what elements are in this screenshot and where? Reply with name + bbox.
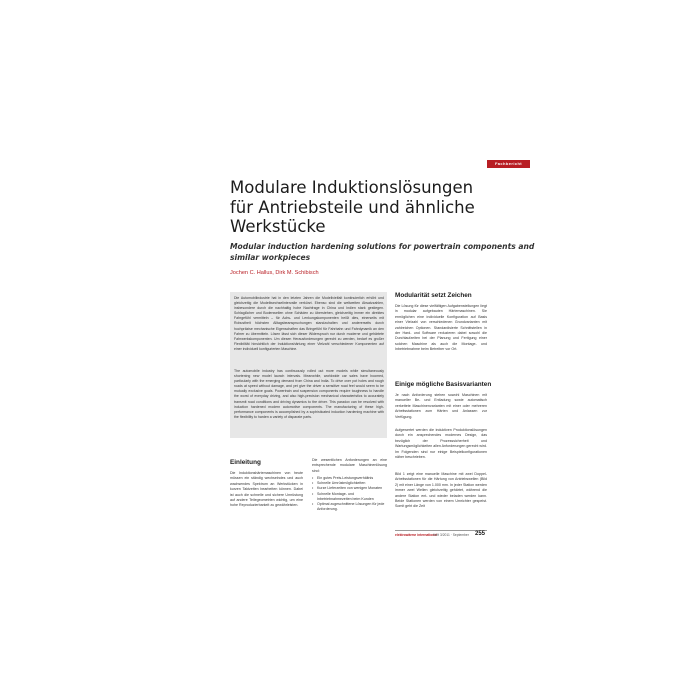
title-line: für Antriebsteile und ähnliche	[230, 197, 475, 217]
title-line: Modulare Induktionslösungen	[230, 178, 474, 197]
article-subtitle	[230, 242, 535, 263]
subtitle-line: Modular induction hardening solutions for powertrain components and	[230, 242, 535, 251]
article-title	[230, 178, 530, 237]
list-item: • Kurze Lieferzeiten von wenigen Monaten	[312, 486, 387, 491]
list-item: • Optimal zugeschnittene Lösungen für jede Anforderung.	[312, 502, 387, 512]
list-item: • Ein gutes Preis-Leistungsverhältnis	[312, 476, 387, 481]
basis-paragraph: Aufgewertet werden die induktiven Produktionslösungen durch ein ansprechendes modernes Design, das bezüglich der Prozesssicherheit und Wartungsmöglichkeiten allen Anforderungen gerecht wird. Im Folgenden sind nur einige Beispielkonfigurationen näher beschrieben.	[395, 428, 487, 460]
footer-journal-name: elektrowärme international	[395, 533, 437, 537]
list-item: • Schnelle Montage- und Inbetriebnahmezeiten beim Kunden	[312, 492, 387, 502]
abstract-german: Die Automobilindustrie hat in den letzten Jahren die Modellvielfalt kontinuierlich erhöht und gleichzeitig die Modellwechselintervalle verkürzt. Ebenso sind die weltweiten Absatzzahlen, insbesondere durch die nachhaltig hohe Nachfrage in China und Indien stark gestiegen. Schlaglöcher und Bodenwellen ohne Schäden zu überstehen, gleichzeitig immer ein direktes Fahrgefühl vermitteln – für Achs- und Lenkungskomponenten heißt dies, einerseits mit Robustheit höchsten Alltagsbeanspruchungen standzuhalten und andererseits durch hochpräzise mechanische Eigenschaften das Bringefühl für Fahrbahn und Fahrdynamik an den Fahrer zu übermitteln. Lösen lässt sich dieser Widerspruch nur durch moderne und gehärtete Fahrwerkskomponenten. Um diesen Herausforderungen gerecht zu werden, bedarf es großer Flexibilität hinsichtlich der Induktionshärtung einer Vielzahl verschiedener Komponenten auf einer individuell konfigurierten Maschine.	[234, 296, 384, 351]
heading-einleitung: Einleitung	[230, 459, 261, 466]
footer-issue: Heft 3/2011 · September	[433, 533, 469, 537]
modularitaet-text: Die Lösung für diese vielfältigen Aufgabenstellungen liegt in modular aufgebauten Härtemaschinen. Sie ermöglichen eine individuelle Konfiguration auf Basis einer Vielzahl von verschiedenen Grundvarianten mit zahlreichen Optionen. Standardisierte Schnittstellen in der Hard- und Software reduzieren dabei sowohl die Durchlaufzeiten bei der Planung und Fertigung einer solchen Maschine als auch die Montage- und Inbetriebnahme beim Betreiber vor Ort.	[395, 304, 487, 352]
abstract-english: The automobile industry has continuously rolled out more models while simultaneously shortening new model launch intervals. Meanwhile, worldwide car sales have boomed, particularly with the emerging demand from China and India. To drive over pot holes and rough roads at speed without damage, and yet give the driver a sensitive road feel would seem to be mutually exclusive goals. Powertrain and suspension components require toughness to handle the worst of everyday driving, and also high-precision mechanical characteristics to accurately transmit road conditions and driving dynamics to the driver. This paradox can be resolved with induction hardened modern automotive components. The manufacturing of these high-performance components is accomplished by a sophisticated induction hardening machine with the flexibility to harden a variety of disparate parts.	[234, 369, 384, 419]
heading-basisvarianten: Einige mögliche Basisvarianten	[395, 381, 492, 388]
section-tag: Fachbericht	[487, 160, 530, 168]
list-item: • Schnelle Umrüstmöglichkeiten	[312, 481, 387, 486]
subtitle-line: similar workpieces	[230, 252, 311, 262]
abstract-box	[230, 292, 387, 438]
basis-paragraph: Je nach Anforderung stehen sowohl Maschinen mit manueller Be- und Entladung sowie automatisch verkettete Maschinenvarianten mit einer oder mehreren Arbeitsstationen zum Härten und Anlassen zur Verfügung.	[395, 393, 487, 419]
basis-paragraph: Bild 1 zeigt eine manuelle Maschine mit zwei Doppel-Arbeitsstationen für die Härtung von Antriebswellen (Bild 2) mit einer Länge von 1.000 mm. In jeder Station werden immer zwei Wellen gleichzeitig gehärtet, während die andere Station ent- und wieder beladen werden kann. Beide Stationen werden von einem Umrichter gespeist. Somit geht die Zeit	[395, 472, 487, 509]
title-line: Werkstücke	[230, 217, 326, 236]
authors: Jochen C. Hallus, Dirk M. Schibisch	[230, 270, 319, 276]
page-footer	[395, 530, 487, 540]
page-number: 255	[475, 531, 486, 537]
requirements-intro: Die wesentlichen Anforderungen an eine entsprechende modulare Maschinenlösung sind:	[312, 458, 387, 472]
heading-modularitaet: Modularität setzt Zeichen	[395, 292, 472, 299]
footer-divider	[395, 530, 487, 531]
einleitung-text: Die Induktionshärtemaschinen von heute müssen ein ständig wechselndes und auch wachsendes Spektrum an Werkstücken in kurzen Taktzeiten bearbeiten können. Dabei ist auch die schnelle und sichere Umrüstung auf andere Teilegeometrien wichtig, um eine hohe Reproduzierbarkeit zu gewährleisten.	[230, 471, 303, 508]
requirements-list	[312, 476, 387, 512]
